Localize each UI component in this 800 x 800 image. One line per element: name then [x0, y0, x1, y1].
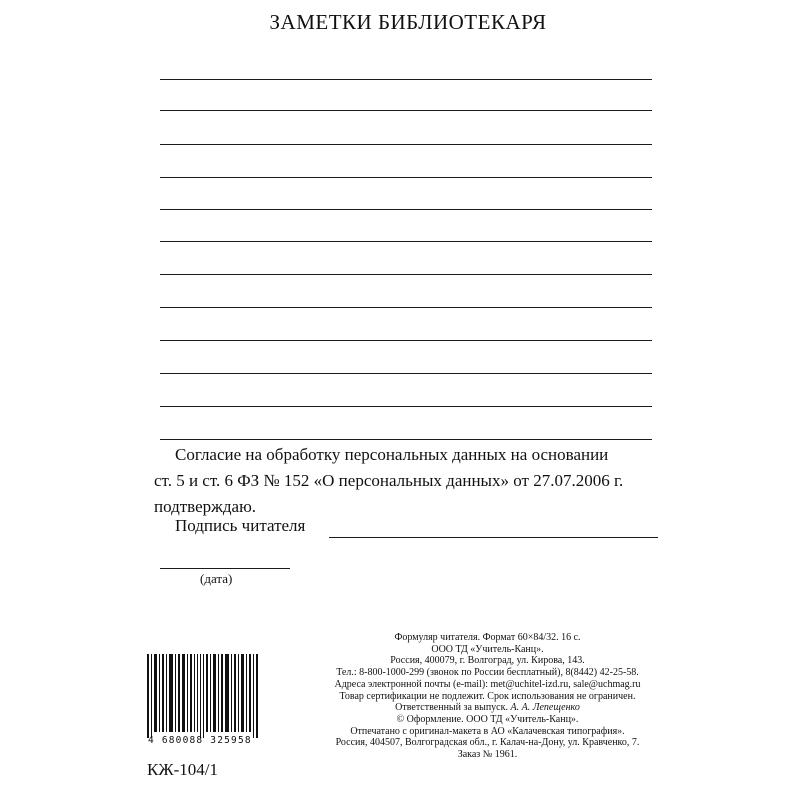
product-code: КЖ-104/1: [147, 760, 218, 779]
note-line: [160, 110, 652, 111]
note-line: [160, 340, 652, 341]
note-line: [160, 274, 652, 275]
consent-text: [154, 442, 674, 520]
note-line: [160, 406, 652, 407]
page-title: ЗАМЕТКИ БИБЛИОТЕКАРЯ: [269, 10, 547, 34]
date-label: (дата): [200, 571, 233, 586]
consent-line-1: Согласие на обработку персональных данных на основании: [175, 445, 609, 464]
consent-line-3: подтверждаю.: [154, 497, 257, 516]
note-line: [160, 144, 652, 145]
date-field[interactable]: [160, 568, 290, 569]
note-line: [160, 307, 652, 308]
imprint-line: Россия, 400079, г. Волгоград, ул. Кирова, 143.: [390, 655, 585, 667]
barcode-icon: [147, 654, 259, 738]
note-line: [160, 373, 652, 374]
note-line: [160, 439, 652, 440]
responsible-prefix: Ответственный за выпуск: [395, 702, 506, 714]
imprint-line: Заказ № 1961.: [457, 749, 518, 761]
note-line: [160, 241, 652, 242]
imprint-line: Россия, 404507, Волгоградская обл., г. Калач-на-Дону, ул. Кравченко, 7.: [335, 737, 640, 749]
imprint-line: Отпечатано с оригинал-макета в АО «Калачевская типография».: [350, 725, 625, 737]
imprint-line: Товар сертификации не подлежит. Срок использования не ограничен.: [339, 690, 636, 702]
imprint-line: Тел.: 8-800-1000-299 (звонок по России бесплатный), 8(8442) 42-25-58.: [336, 667, 639, 679]
signature-label: Подпись читателя: [175, 516, 306, 535]
imprint-line: ООО ТД «Учитель-Канц».: [431, 643, 544, 655]
consent-line-2: ст. 5 и ст. 6 ФЗ № 152 «О персональных данных» от 27.07.2006 г.: [154, 471, 624, 490]
signature-field[interactable]: [329, 537, 658, 538]
imprint-line: Формуляр читателя. Формат 60×84/32. 16 с.: [394, 632, 581, 643]
note-line: [160, 79, 652, 80]
note-line: [160, 177, 652, 178]
note-line: [160, 209, 652, 210]
imprint-line: Адреса электронной почты (e-mail): met@uchitel-izd.ru, sale@uchmag.ru: [334, 678, 641, 690]
imprint-line: © Оформление. ООО ТД «Учитель-Канц».: [396, 713, 579, 725]
imprint-block: [270, 632, 705, 761]
responsible-name: А. А. Лепещенко: [510, 702, 580, 714]
barcode-number: 4 680088 325958: [148, 735, 252, 746]
imprint-responsible: Ответственный за выпуск. А. А. Лепещенко: [395, 702, 580, 714]
